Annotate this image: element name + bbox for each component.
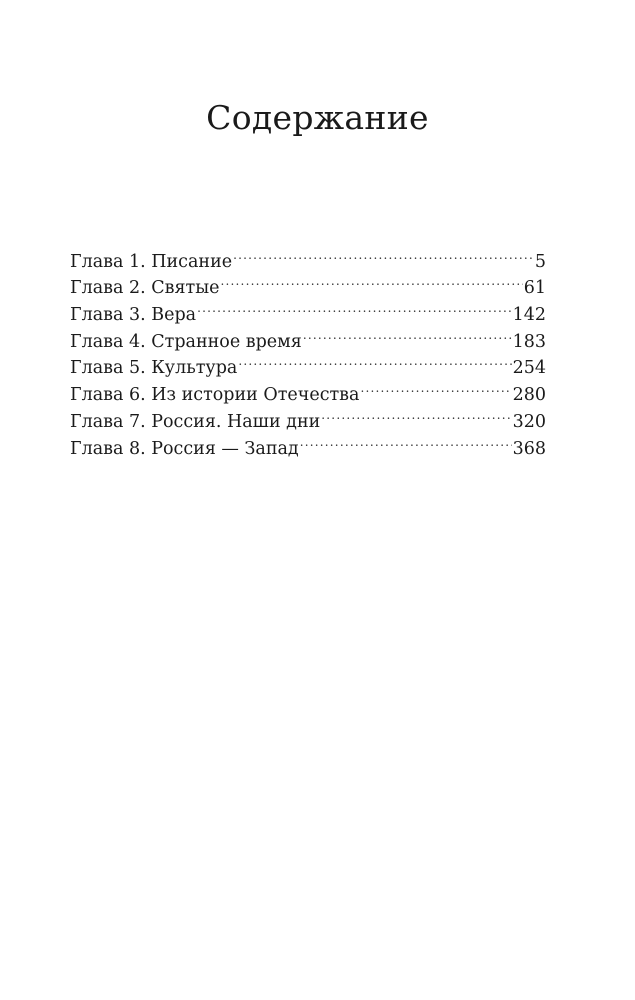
toc-entry-page-number: 61 — [523, 278, 546, 299]
toc-entry-title: Глава 6. Из истории Отечества — [70, 385, 360, 406]
toc-entry-title: Глава 3. Вера — [70, 305, 197, 326]
toc-entry-title: Глава 2. Святые — [70, 278, 220, 299]
toc-entry-page-number: 5 — [534, 251, 546, 272]
toc-entry — [70, 240, 546, 272]
toc-entry-title: Глава 8. Россия — Запад — [70, 438, 299, 459]
toc-entry-page-number: 183 — [512, 331, 546, 352]
toc-entry-title: Глава 1. Писание — [70, 251, 233, 272]
dot-leader — [303, 320, 512, 347]
dot-leader — [233, 240, 534, 267]
dot-leader — [238, 347, 511, 374]
dot-leader — [197, 293, 511, 320]
toc-entry-title: Глава 4. Странное время — [70, 331, 302, 352]
dot-leader — [221, 267, 523, 294]
toc-entry-page-number: 320 — [512, 411, 546, 432]
table-of-contents — [70, 240, 546, 459]
page-title: Содержание — [206, 98, 429, 137]
toc-entry-title: Глава 7. Россия. Наши дни — [70, 411, 321, 432]
dot-leader — [360, 373, 511, 400]
toc-entry-title: Глава 5. Культура — [70, 358, 238, 379]
toc-entry-page-number: 368 — [512, 438, 546, 459]
toc-entry-page-number: 280 — [512, 385, 546, 406]
dot-leader — [300, 427, 512, 454]
toc-entry-page-number: 142 — [512, 305, 546, 326]
toc-entry-page-number: 254 — [512, 358, 546, 379]
dot-leader — [321, 400, 511, 427]
